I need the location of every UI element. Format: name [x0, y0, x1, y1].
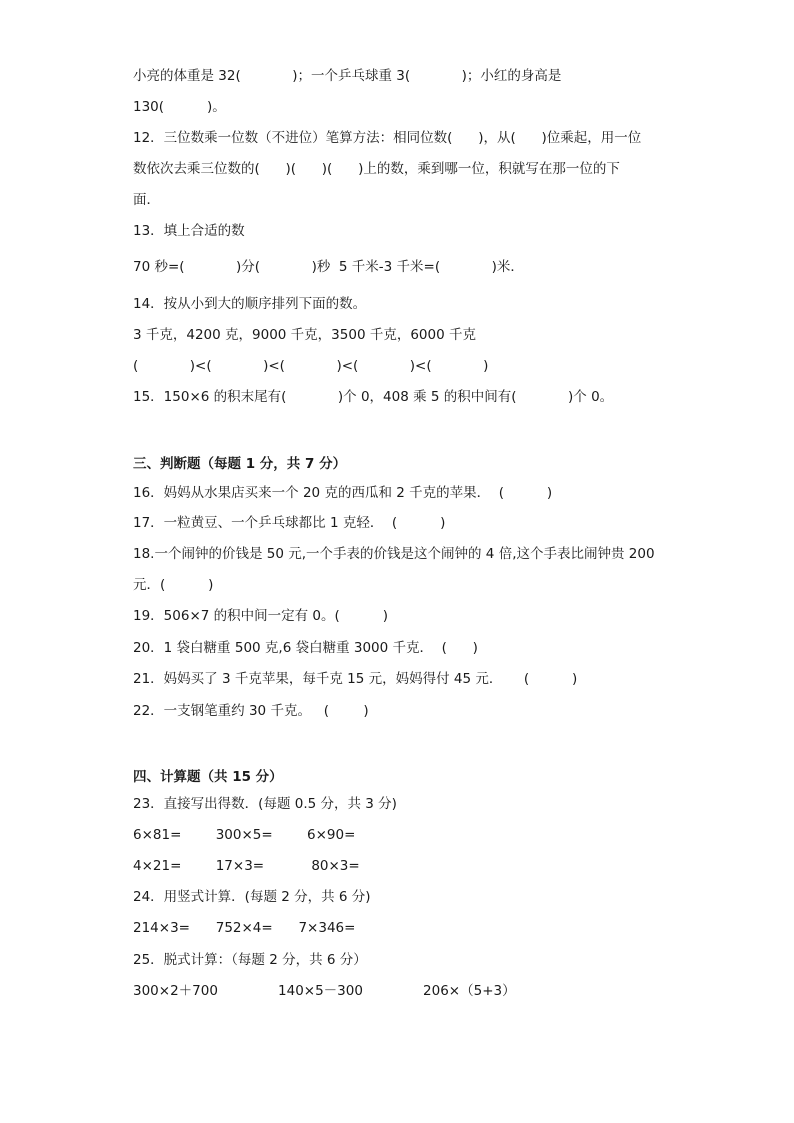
q19: 19．506×7 的积中间一定有 0。( ) — [133, 608, 388, 624]
section-calculation-heading: 四、计算题（共 15 分） — [133, 769, 283, 785]
q17: 17．一粒黄豆、一个乒乓球都比 1 克轻． ( ) — [133, 515, 446, 531]
q14-numbers: 3 千克，4200 克，9000 千克，3500 千克，6000 千克 — [133, 327, 476, 343]
q18-line-2: 元．( ) — [133, 577, 214, 593]
q11-line-2: 130( )。 — [133, 99, 226, 115]
q24-title: 24．用竖式计算．(每题 2 分，共 6 分) — [133, 889, 371, 905]
q13-title: 13．填上合适的数 — [133, 223, 245, 239]
q12-line-2: 数依次去乘三位数的( )( )( )上的数，乘到哪一位，积就写在那一位的下 — [133, 161, 620, 177]
q16: 16．妈妈从水果店买来一个 20 克的西瓜和 2 千克的苹果． ( ) — [133, 485, 553, 501]
q18-line-1: 18.一个闹钟的价钱是 50 元,一个手表的价钱是这个闹钟的 4 倍,这个手表比闹钟贵 200 — [133, 546, 655, 562]
q12-line-1: 12．三位数乘一位数（不进位）笔算方法：相同位数( )，从( )位乘起，用一位 — [133, 130, 642, 146]
q20: 20．1 袋白糖重 500 克,6 袋白糖重 3000 千克． ( ) — [133, 640, 478, 656]
q15: 15．150×6 的积末尾有( )个 0，408 乘 5 的积中间有( )个 0。 — [133, 389, 614, 405]
q24-row: 214×3= 752×4= 7×346= — [133, 920, 356, 936]
q21: 21．妈妈买了 3 千克苹果，每千克 15 元，妈妈得付 45 元． ( ) — [133, 671, 578, 687]
q14-title: 14．按从小到大的顺序排列下面的数。 — [133, 296, 367, 312]
q25-title: 25．脱式计算：（每题 2 分，共 6 分） — [133, 952, 367, 968]
q11-line-1: 小亮的体重是 32( )；一个乒乓球重 3( )；小红的身高是 — [133, 68, 562, 84]
q14-blanks: ( )<( )<( )<( )<( ) — [133, 358, 489, 374]
q13-body: 70 秒=( )分( )秒 5 千米-3 千米=( )米． — [133, 259, 524, 275]
q25-row: 300×2＋700 140×5－300 206×（5+3） — [133, 983, 516, 999]
q22: 22．一支钢笔重约 30 千克。 ( ) — [133, 703, 369, 719]
q23-row-1: 6×81= 300×5= 6×90= — [133, 827, 356, 843]
q23-row-2: 4×21= 17×3= 80×3= — [133, 858, 360, 874]
section-judgement-heading: 三、判断题（每题 1 分，共 7 分） — [133, 456, 347, 472]
q23-title: 23．直接写出得数．(每题 0.5 分，共 3 分) — [133, 796, 397, 812]
q12-line-3: 面． — [133, 192, 160, 208]
